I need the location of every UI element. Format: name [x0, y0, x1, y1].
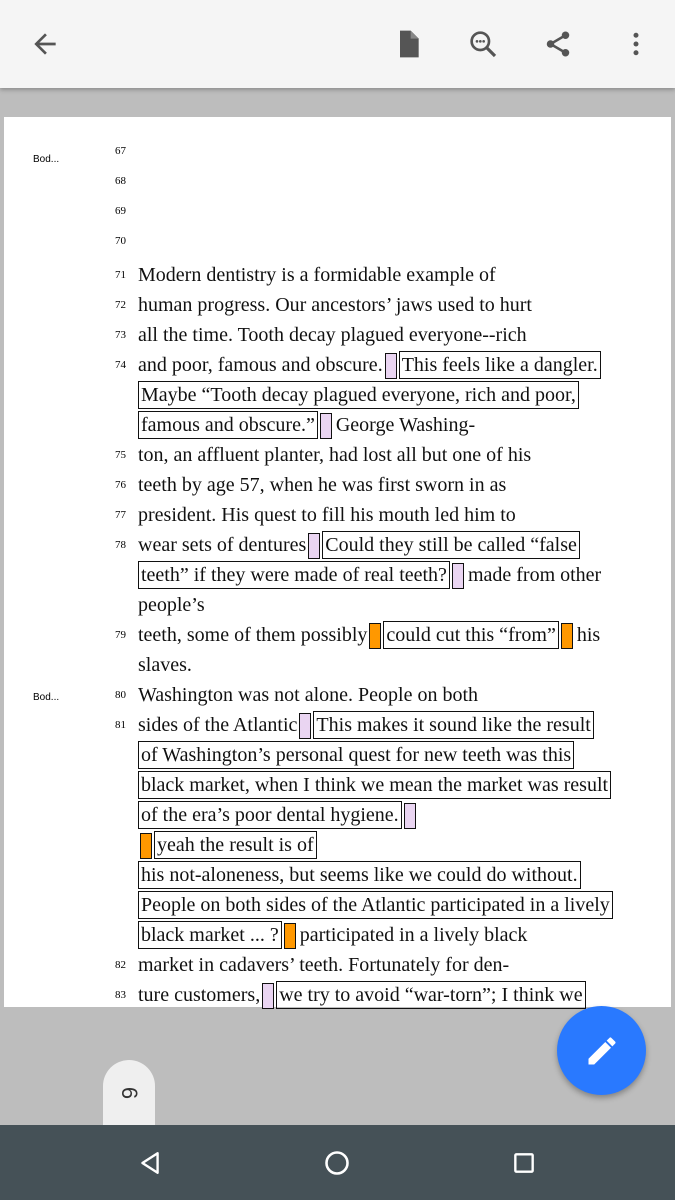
document-line — [4, 770, 671, 800]
line-text — [138, 620, 600, 650]
line-text — [138, 800, 418, 830]
comment-marker[interactable] — [404, 803, 416, 829]
line-number: 81 — [115, 719, 126, 731]
line-text — [138, 770, 611, 800]
side-label: Bod... — [33, 154, 60, 165]
body-text: teeth, some of them possibly — [138, 624, 368, 646]
line-text — [138, 830, 317, 860]
body-text: market in cadavers’ teeth. Fortunately for den- — [138, 954, 510, 976]
line-number: 67 — [115, 145, 126, 157]
body-text: ton, an affluent planter, had lost all but one of his — [138, 444, 532, 466]
document-line — [4, 410, 671, 440]
comment-text[interactable]: of Washington’s personal quest for new teeth was this — [138, 741, 574, 769]
line-text — [138, 710, 594, 740]
document-line — [4, 175, 671, 205]
side-label: Bod... — [33, 692, 60, 703]
document-line — [4, 620, 671, 650]
line-text — [138, 320, 527, 350]
line-text — [138, 260, 496, 290]
line-text — [138, 380, 579, 410]
comment-marker[interactable] — [320, 413, 332, 439]
body-text: and poor, famous and obscure. — [138, 354, 383, 376]
more-vert-icon — [621, 29, 651, 59]
body-text: people’s — [138, 594, 205, 616]
comment-text[interactable]: we try to avoid “war-torn”; I think we — [276, 981, 585, 1009]
document-line — [4, 590, 671, 620]
edit-fab-button[interactable] — [557, 1006, 646, 1095]
line-text — [138, 920, 527, 950]
line-text — [138, 740, 574, 770]
body-text: his — [576, 624, 601, 646]
nav-recents-icon — [511, 1150, 537, 1176]
comment-marker[interactable] — [452, 563, 464, 589]
document-line — [4, 980, 671, 1010]
pencil-icon — [584, 1033, 620, 1069]
body-text: George Washing- — [335, 414, 476, 436]
document-line — [4, 145, 671, 175]
share-button[interactable] — [536, 22, 580, 66]
reply-marker[interactable] — [369, 623, 381, 649]
line-number: 71 — [115, 269, 126, 281]
line-number: 82 — [115, 959, 126, 971]
document-line — [4, 740, 671, 770]
comment-text[interactable]: This makes it sound like the result — [313, 711, 593, 739]
body-text: participated in a lively black — [299, 924, 528, 946]
line-text — [138, 860, 581, 890]
document-line — [4, 830, 671, 860]
body-text: teeth by age 57, when he was first sworn in as — [138, 474, 507, 496]
line-number: 80 — [115, 689, 126, 701]
file-button[interactable] — [386, 22, 430, 66]
reply-marker[interactable] — [284, 923, 296, 949]
search-button[interactable] — [461, 22, 505, 66]
file-icon — [392, 28, 424, 60]
search-icon — [467, 28, 499, 60]
document-line — [4, 350, 671, 380]
arrow-left-icon — [29, 28, 61, 60]
document-line — [4, 710, 671, 740]
comment-text[interactable]: his not-aloneness, but seems like we could do without. — [138, 861, 581, 889]
line-text — [138, 470, 506, 500]
body-text: sides of the Atlantic — [138, 714, 298, 736]
line-text — [138, 680, 478, 710]
comment-text[interactable]: famous and obscure.” — [138, 411, 318, 439]
comment-text[interactable]: This feels like a dangler. — [399, 351, 601, 379]
body-text: Washington was not alone. People on both — [138, 684, 479, 706]
line-number: 68 — [115, 175, 126, 187]
line-number: 70 — [115, 235, 126, 247]
document-line — [4, 320, 671, 350]
document-line — [4, 290, 671, 320]
body-text: slaves. — [138, 654, 192, 676]
document-page[interactable] — [4, 117, 671, 1007]
line-text — [138, 410, 475, 440]
comment-marker[interactable] — [262, 983, 274, 1009]
line-number: 79 — [115, 629, 126, 641]
comment-text[interactable]: teeth” if they were made of real teeth? — [138, 561, 450, 589]
body-text: president. His quest to fill his mouth led him to — [138, 504, 516, 526]
back-button[interactable] — [23, 22, 67, 66]
line-number: 75 — [115, 449, 126, 461]
line-number: 78 — [115, 539, 126, 551]
comment-marker[interactable] — [385, 353, 397, 379]
comment-marker[interactable] — [308, 533, 320, 559]
comment-text[interactable]: black market, when I think we mean the market was result — [138, 771, 611, 799]
reply-marker[interactable] — [140, 833, 152, 859]
line-text — [138, 290, 532, 320]
document-line — [4, 920, 671, 950]
document-line — [4, 380, 671, 410]
line-number: 73 — [115, 329, 126, 341]
document-line — [4, 205, 671, 235]
line-text — [138, 980, 586, 1010]
line-number: 77 — [115, 509, 126, 521]
body-text: made from other — [467, 564, 602, 586]
line-text — [138, 890, 613, 920]
comment-text[interactable]: could cut this “from” — [383, 621, 558, 649]
body-text: all the time. Tooth decay plagued everyone--rich — [138, 324, 527, 346]
line-text — [138, 590, 205, 620]
nav-home-icon — [323, 1149, 351, 1177]
document-line — [4, 890, 671, 920]
line-number: 69 — [115, 205, 126, 217]
system-navbar — [0, 1125, 675, 1200]
line-number: 76 — [115, 479, 126, 491]
comment-text[interactable]: of the era’s poor dental hygiene. — [138, 801, 402, 829]
comment-text[interactable]: People on both sides of the Atlantic participated in a lively — [138, 891, 613, 919]
document-line — [4, 680, 671, 710]
document-line — [4, 950, 671, 980]
body-text: human progress. Our ancestors’ jaws used to hurt — [138, 294, 532, 316]
line-text — [138, 440, 531, 470]
document-line — [4, 260, 671, 290]
line-text — [138, 560, 601, 590]
document-line — [4, 860, 671, 890]
comment-text[interactable]: Could they still be called “false — [322, 531, 580, 559]
nav-back-button[interactable] — [132, 1145, 168, 1181]
body-text: ture customers, — [138, 984, 261, 1006]
comment-marker[interactable] — [299, 713, 311, 739]
share-icon — [543, 29, 573, 59]
document-line — [4, 440, 671, 470]
nav-back-icon — [137, 1150, 163, 1176]
line-number: 72 — [115, 299, 126, 311]
line-text — [138, 530, 580, 560]
document-line — [4, 500, 671, 530]
comment-text[interactable]: yeah the result is of — [154, 831, 317, 859]
more-options-button[interactable] — [614, 22, 658, 66]
nav-home-button[interactable] — [319, 1145, 355, 1181]
line-number: 74 — [115, 359, 126, 371]
document-line — [4, 560, 671, 590]
document-line — [4, 470, 671, 500]
line-text — [138, 950, 509, 980]
line-text — [138, 500, 516, 530]
body-text: Modern dentistry is a formidable example of — [138, 264, 496, 286]
document-line — [4, 650, 671, 680]
nav-recents-button[interactable] — [506, 1145, 542, 1181]
reply-marker[interactable] — [561, 623, 573, 649]
body-text: wear sets of dentures — [138, 534, 307, 556]
comment-text[interactable]: black market ... ? — [138, 921, 282, 949]
app-toolbar — [0, 0, 675, 88]
line-text — [138, 350, 601, 380]
comment-text[interactable]: Maybe “Tooth decay plagued everyone, rich and poor, — [138, 381, 579, 409]
page-indicator — [103, 1060, 155, 1126]
line-text — [138, 650, 192, 680]
page-number: 6 — [117, 1086, 142, 1100]
document-line — [4, 800, 671, 830]
line-number: 83 — [115, 989, 126, 1001]
document-line — [4, 530, 671, 560]
